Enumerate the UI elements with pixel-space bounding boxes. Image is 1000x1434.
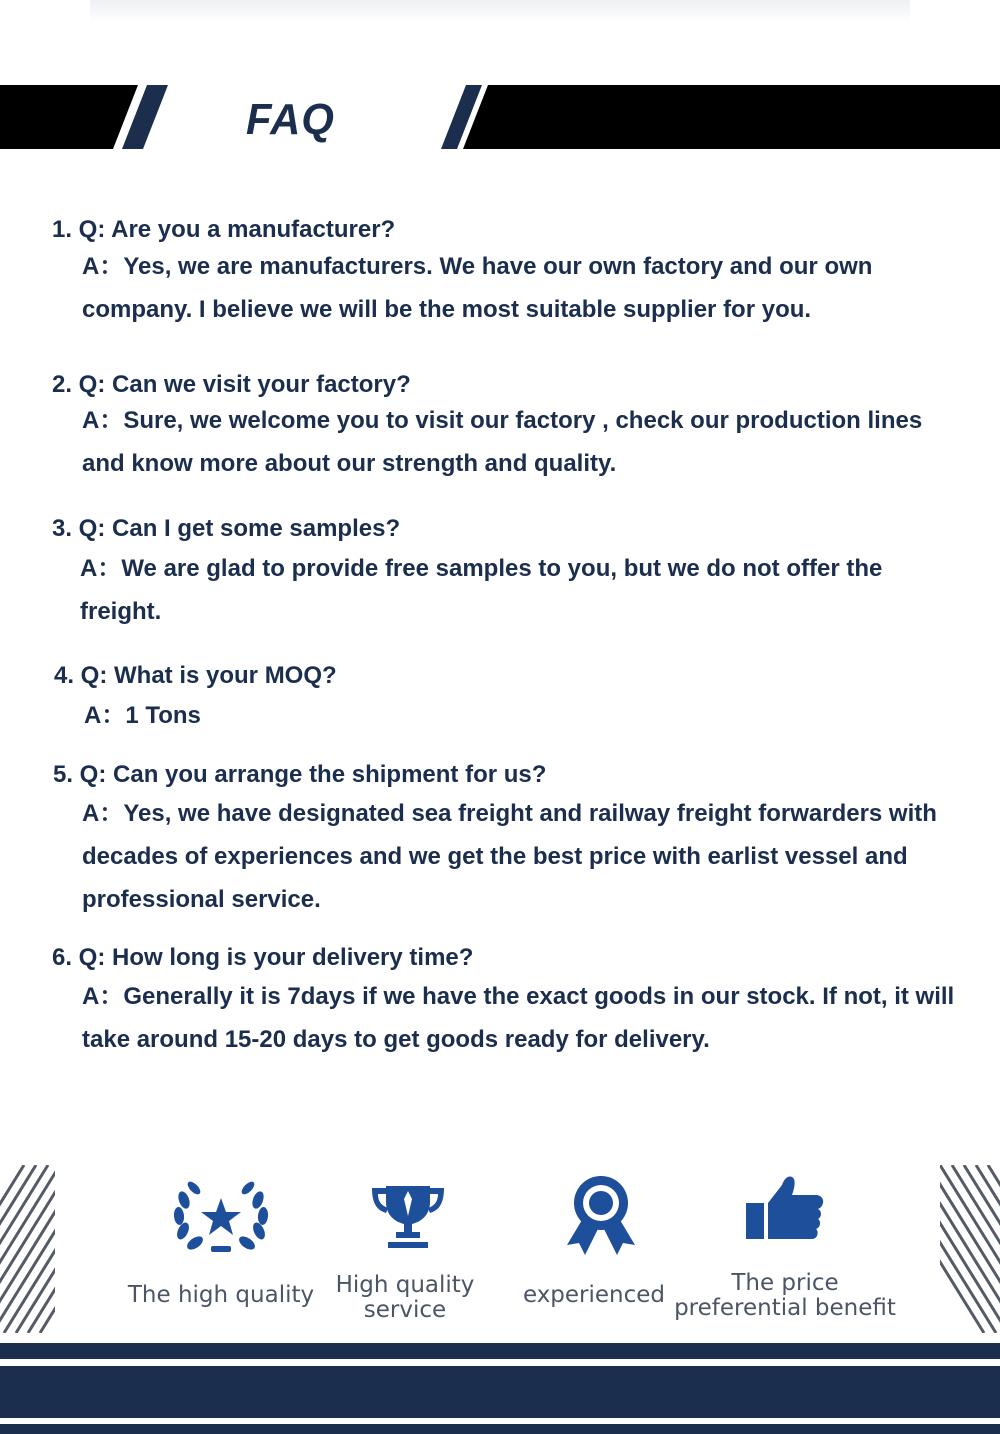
faq-answer-3: A：We are glad to provide free samples to you, but we do not offer the freight. [80,555,883,625]
faq-question-5: 5. Q: Can you arrange the shipment for us? [53,761,547,788]
faq-answer-1: A：Yes, we are manufacturers. We have our own factory and our own company. I believe we will be the most suitable supplier for you. [82,253,873,323]
feature-label-experienced: experienced [522,1282,666,1308]
diagonal-stripes-left [0,1165,55,1333]
faq-question-2: 2. Q: Can we visit your factory? [52,371,411,398]
footer-bar-bottom [0,1424,1000,1434]
faq-question-6: 6. Q: How long is your delivery time? [52,944,474,971]
faq-question-3: 3. Q: Can I get some samples? [52,515,401,542]
footer-bar-wide [0,1366,1000,1418]
top-fade [90,0,910,22]
faq-answer-2: A：Sure, we welcome you to visit our factory , check our production lines and know more about our strength and quality. [82,407,923,477]
faq-answer-5: A：Yes, we have designated sea freight and railway freight forwarders with decades of experiences and we get the best price with earlist vessel and professional service. [82,800,937,913]
feature-label-quality-service: High quality service [335,1272,475,1323]
trophy-icon [370,1182,446,1250]
faq-answer-4: A：1 Tons [84,702,201,729]
faq-answer-6: A：Generally it is 7days if we have the exact goods in our stock. If not, it will take around 15-20 days to get goods ready for delivery. [82,983,955,1053]
thumbs-up-icon [744,1175,824,1243]
faq-question-1: 1. Q: Are you a manufacturer? [52,216,396,243]
faq-banner [0,85,1000,149]
feature-label-high-quality: The high quality [127,1282,315,1308]
award-ribbon-icon [563,1175,639,1257]
laurel-star-icon [170,1178,272,1254]
feature-label-price-benefit: The price preferential benefit [674,1270,896,1321]
footer-bar-thin [0,1343,1000,1359]
page-title: FAQ [246,95,335,144]
faq-question-4: 4. Q: What is your MOQ? [54,662,337,689]
diagonal-stripes-right [940,1165,1000,1333]
